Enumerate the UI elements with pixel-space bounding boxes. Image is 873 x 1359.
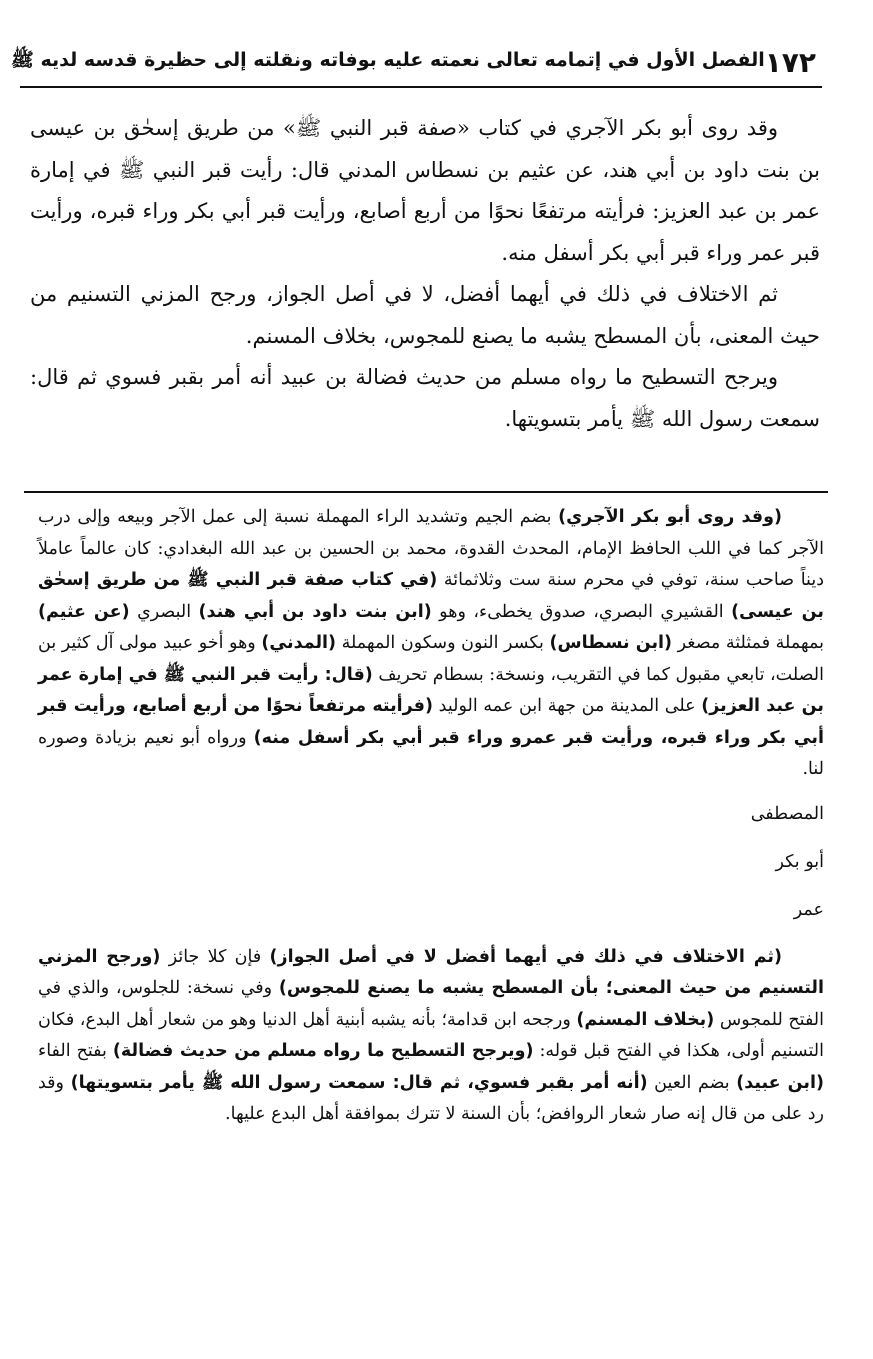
commentary-text: القشيري البصري، صدوق يخطىء، وهو bbox=[431, 601, 732, 622]
quoted-phrase: (ثم الاختلاف في ذلك في أيهما أفضل لا في أصل الجواز) bbox=[269, 946, 782, 967]
page-number: ١٧٢ bbox=[764, 45, 816, 79]
commentary-text: ورجحه ابن قدامة؛ بأنه يشبه أبنية أهل الدنيا وهو من شعار أهل البدع، فكان التسنيم أولى، هكذا في الفتح قبل قوله: bbox=[38, 1009, 824, 1061]
quoted-phrase: (ابن بنت داود بن أبي هند) bbox=[198, 601, 432, 622]
quoted-phrase: (عن عثيم) bbox=[38, 601, 130, 622]
quoted-phrase: (قال: رأيت قبر النبي ﷺ في إمارة عمر بن عبد العزيز) bbox=[38, 664, 824, 716]
commentary-paragraph bbox=[38, 502, 824, 786]
quoted-phrase: (وقد روى أبو بكر الآجري) bbox=[558, 507, 782, 527]
quoted-phrase: (بخلاف المسنم) bbox=[576, 1009, 715, 1030]
commentary-text: بضم العين bbox=[647, 1072, 737, 1093]
quoted-phrase: (ورجح المزني التسنيم من حيث المعنى؛ بأن المسطح يشبه ما يصنع للمجوس) bbox=[38, 946, 824, 998]
footnote-divider bbox=[24, 491, 828, 493]
commentary-text: على المدينة من جهة ابن عمه الوليد bbox=[432, 696, 702, 716]
commentary-text: بضم الجيم وتشديد الراء المهملة نسبة إلى عمل الآجر وبيعه وإلى درب الآجر كما في اللب الحافظ الإمام، المحدث القدوة، محمد بن الحسين بن عبد الله البغدادي: كان عالماً عاملاً ديناً صاحب سنة، توفي في محرم سنة ست وثلاثمائة bbox=[38, 507, 824, 590]
commentary-text: وهو أخو عبيد مولى آل كثير بن الصلت، تابعي مقبول كما في التقريب، ونسخة: بسطام تحريف bbox=[38, 633, 824, 685]
commentary-text: ورواه أبو نعيم بزيادة وصوره لنا. bbox=[38, 727, 824, 779]
commentary-text: فإن كلا جائز bbox=[160, 946, 270, 967]
commentary-paragraph bbox=[38, 942, 824, 1131]
diagram-label: المصطفى bbox=[750, 803, 824, 824]
quoted-phrase: (فرأيته مرتفعاً نحوًا من أربع أصابع، ورأيت قبر أبي بكر وراء قبره، ورأيت قبر عمرو وراء قبر أبي بكر أسفل منه) bbox=[38, 696, 824, 748]
commentary-text: بفتح الفاء bbox=[38, 1041, 113, 1061]
diagram-label: أبو بكر bbox=[775, 851, 824, 872]
commentary-text: البصري bbox=[129, 601, 199, 622]
running-title: الفصل الأول في إتمامه تعالى نعمته عليه بوفاته ونقلته إلى حظيرة قدسه لديه ﷺ bbox=[10, 49, 765, 71]
main-paragraph: ويرجح التسطيح ما رواه مسلم من حديث فضالة بن عبيد أنه أمر بقبر فسوي ثم قال: سمعت رسول الله ﷺ يأمر بتسويتها. bbox=[30, 365, 820, 431]
quoted-phrase: (ويرجح التسطيح ما رواه مسلم من حديث فضالة) bbox=[112, 1041, 534, 1061]
commentary-text: بكسر النون وسكون المهملة bbox=[336, 633, 550, 653]
commentary-text: وقد رد على من قال إنه صار شعار الروافض؛ بأن السنة لا تترك بموافقة أهل البدع عليها. bbox=[38, 1072, 824, 1124]
quoted-phrase: (في كتاب صفة قبر النبي ﷺ من طريق إسحٰق بن عيسى) bbox=[38, 570, 825, 622]
quoted-phrase: (أنه أمر بقبر فسوي، ثم قال: سمعت رسول الله ﷺ يأمر بتسويتها) bbox=[70, 1072, 648, 1093]
main-paragraph: وقد روى أبو بكر الآجري في كتاب «صفة قبر النبي ﷺ» من طريق إسحٰق بن عيسى بن بنت داود بن أبي هند، عن عثيم بن نسطاس المدني قال: رأيت قبر النبي ﷺ في إمارة عمر بن عبد العزيز: فرأيته مرتفعًا نحوًا من أربع أصابع، ورأيت قبر أبي بكر وراء قبره، ورأيت قبر عمر وراء قبر أبي بكر أسفل منه. bbox=[30, 116, 820, 265]
quoted-phrase: (ابن نسطاس) bbox=[549, 633, 673, 653]
diagram-label: عمر bbox=[793, 899, 824, 920]
quoted-phrase: (ابن عبيد) bbox=[736, 1072, 824, 1093]
commentary-text: وفي نسخة: للجلوس، والذي في الفتح للمجوس bbox=[38, 978, 824, 1030]
graves-diagram bbox=[38, 790, 824, 934]
commentary bbox=[38, 502, 824, 1131]
main-paragraph: ثم الاختلاف في ذلك في أيهما أفضل، لا في أصل الجواز، ورجح المزني التسنيم من حيث المعنى، بأن المسطح يشبه ما يصنع للمجوس، بخلاف المسنم. bbox=[30, 282, 820, 348]
page-header bbox=[10, 38, 822, 88]
quoted-phrase: (المدني) bbox=[261, 633, 337, 653]
main-text bbox=[30, 108, 820, 440]
commentary-text: بمهملة فمثلثة مصغر bbox=[672, 633, 824, 653]
